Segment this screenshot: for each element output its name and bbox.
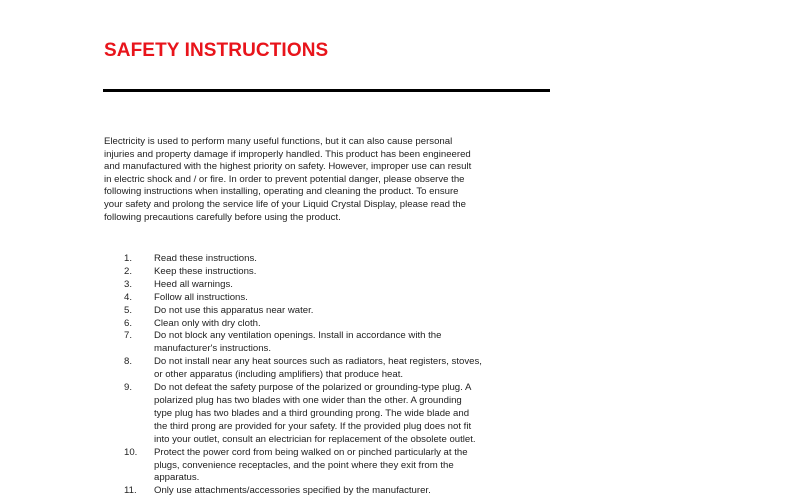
intro-line: following precautions carefully before using the product. [104, 211, 341, 223]
item-text: Only use attachments/accessories specified by the manufacturer. [154, 485, 431, 497]
item-text: Clean only with dry cloth. [154, 317, 261, 329]
intro-line: and manufactured with the highest priority on safety. However, improper use can result [104, 161, 472, 173]
item-text: Follow all instructions. [154, 291, 248, 303]
list-item [104, 330, 574, 356]
title-divider [103, 89, 550, 92]
item-text: or other apparatus (including amplifiers) that produce heat. [154, 369, 404, 381]
item-text: Keep these instructions. [154, 265, 257, 277]
list-item [104, 253, 574, 266]
list-item [104, 305, 574, 318]
item-number: 3. [124, 278, 133, 290]
item-text: plugs, convenience receptacles, and the point where they exit from the [154, 459, 454, 471]
item-number: 7. [124, 330, 133, 342]
intro-line: in electric shock and / or fire. In order to prevent potential danger, please observe the [104, 173, 465, 185]
list-item [104, 266, 574, 279]
intro-line: Electricity is used to perform many useful functions, but it can also cause personal [104, 136, 453, 147]
item-text: Do not defeat the safety purpose of the polarized or grounding-type plug. A [154, 382, 472, 394]
item-number: 4. [124, 291, 133, 303]
instructions-list [104, 253, 574, 498]
list-item [104, 485, 574, 498]
item-text: type plug has two blades and a third grounding prong. The wide blade and [154, 407, 470, 419]
item-text: Do not use this apparatus near water. [154, 304, 314, 316]
intro-line: following instructions when installing, operating and cleaning the product. To ensure [104, 186, 459, 198]
list-item [104, 292, 574, 305]
item-number: 6. [124, 317, 133, 329]
item-text: apparatus. [154, 472, 200, 484]
item-text: into your outlet, consult an electrician for replacement of the obsolete outlet. [154, 433, 476, 445]
list-item [104, 447, 574, 486]
list-item [104, 356, 574, 382]
item-text: polarized plug has two blades with one wider than the other. A grounding [154, 394, 462, 406]
list-item [104, 279, 574, 292]
item-number: 11. [124, 485, 137, 497]
item-text: Heed all warnings. [154, 278, 233, 290]
item-number: 10. [124, 446, 138, 458]
item-text: Protect the power cord from being walked on or pinched particularly at the [154, 446, 468, 458]
intro-line: your safety and prolong the service life of your Liquid Crystal Display, please read the [104, 198, 466, 210]
item-text: Read these instructions. [154, 253, 257, 264]
item-text: manufacturer's instructions. [154, 343, 272, 355]
list-item [104, 382, 574, 447]
item-number: 1. [124, 253, 133, 264]
page-title: SAFETY INSTRUCTIONS [104, 40, 329, 61]
intro-paragraph [104, 136, 554, 224]
item-text: the third prong are provided for your safety. If the provided plug does not fit [154, 420, 472, 432]
list-item [104, 318, 574, 331]
intro-line: injuries and property damage if improperly handled. This product has been engineered [104, 148, 471, 160]
item-number: 9. [124, 382, 133, 394]
item-text: Do not install near any heat sources such as radiators, heat registers, stoves, [154, 356, 482, 368]
item-number: 5. [124, 304, 133, 316]
item-number: 8. [124, 356, 133, 368]
item-text: Do not block any ventilation openings. Install in accordance with the [154, 330, 442, 342]
item-number: 2. [124, 265, 133, 277]
